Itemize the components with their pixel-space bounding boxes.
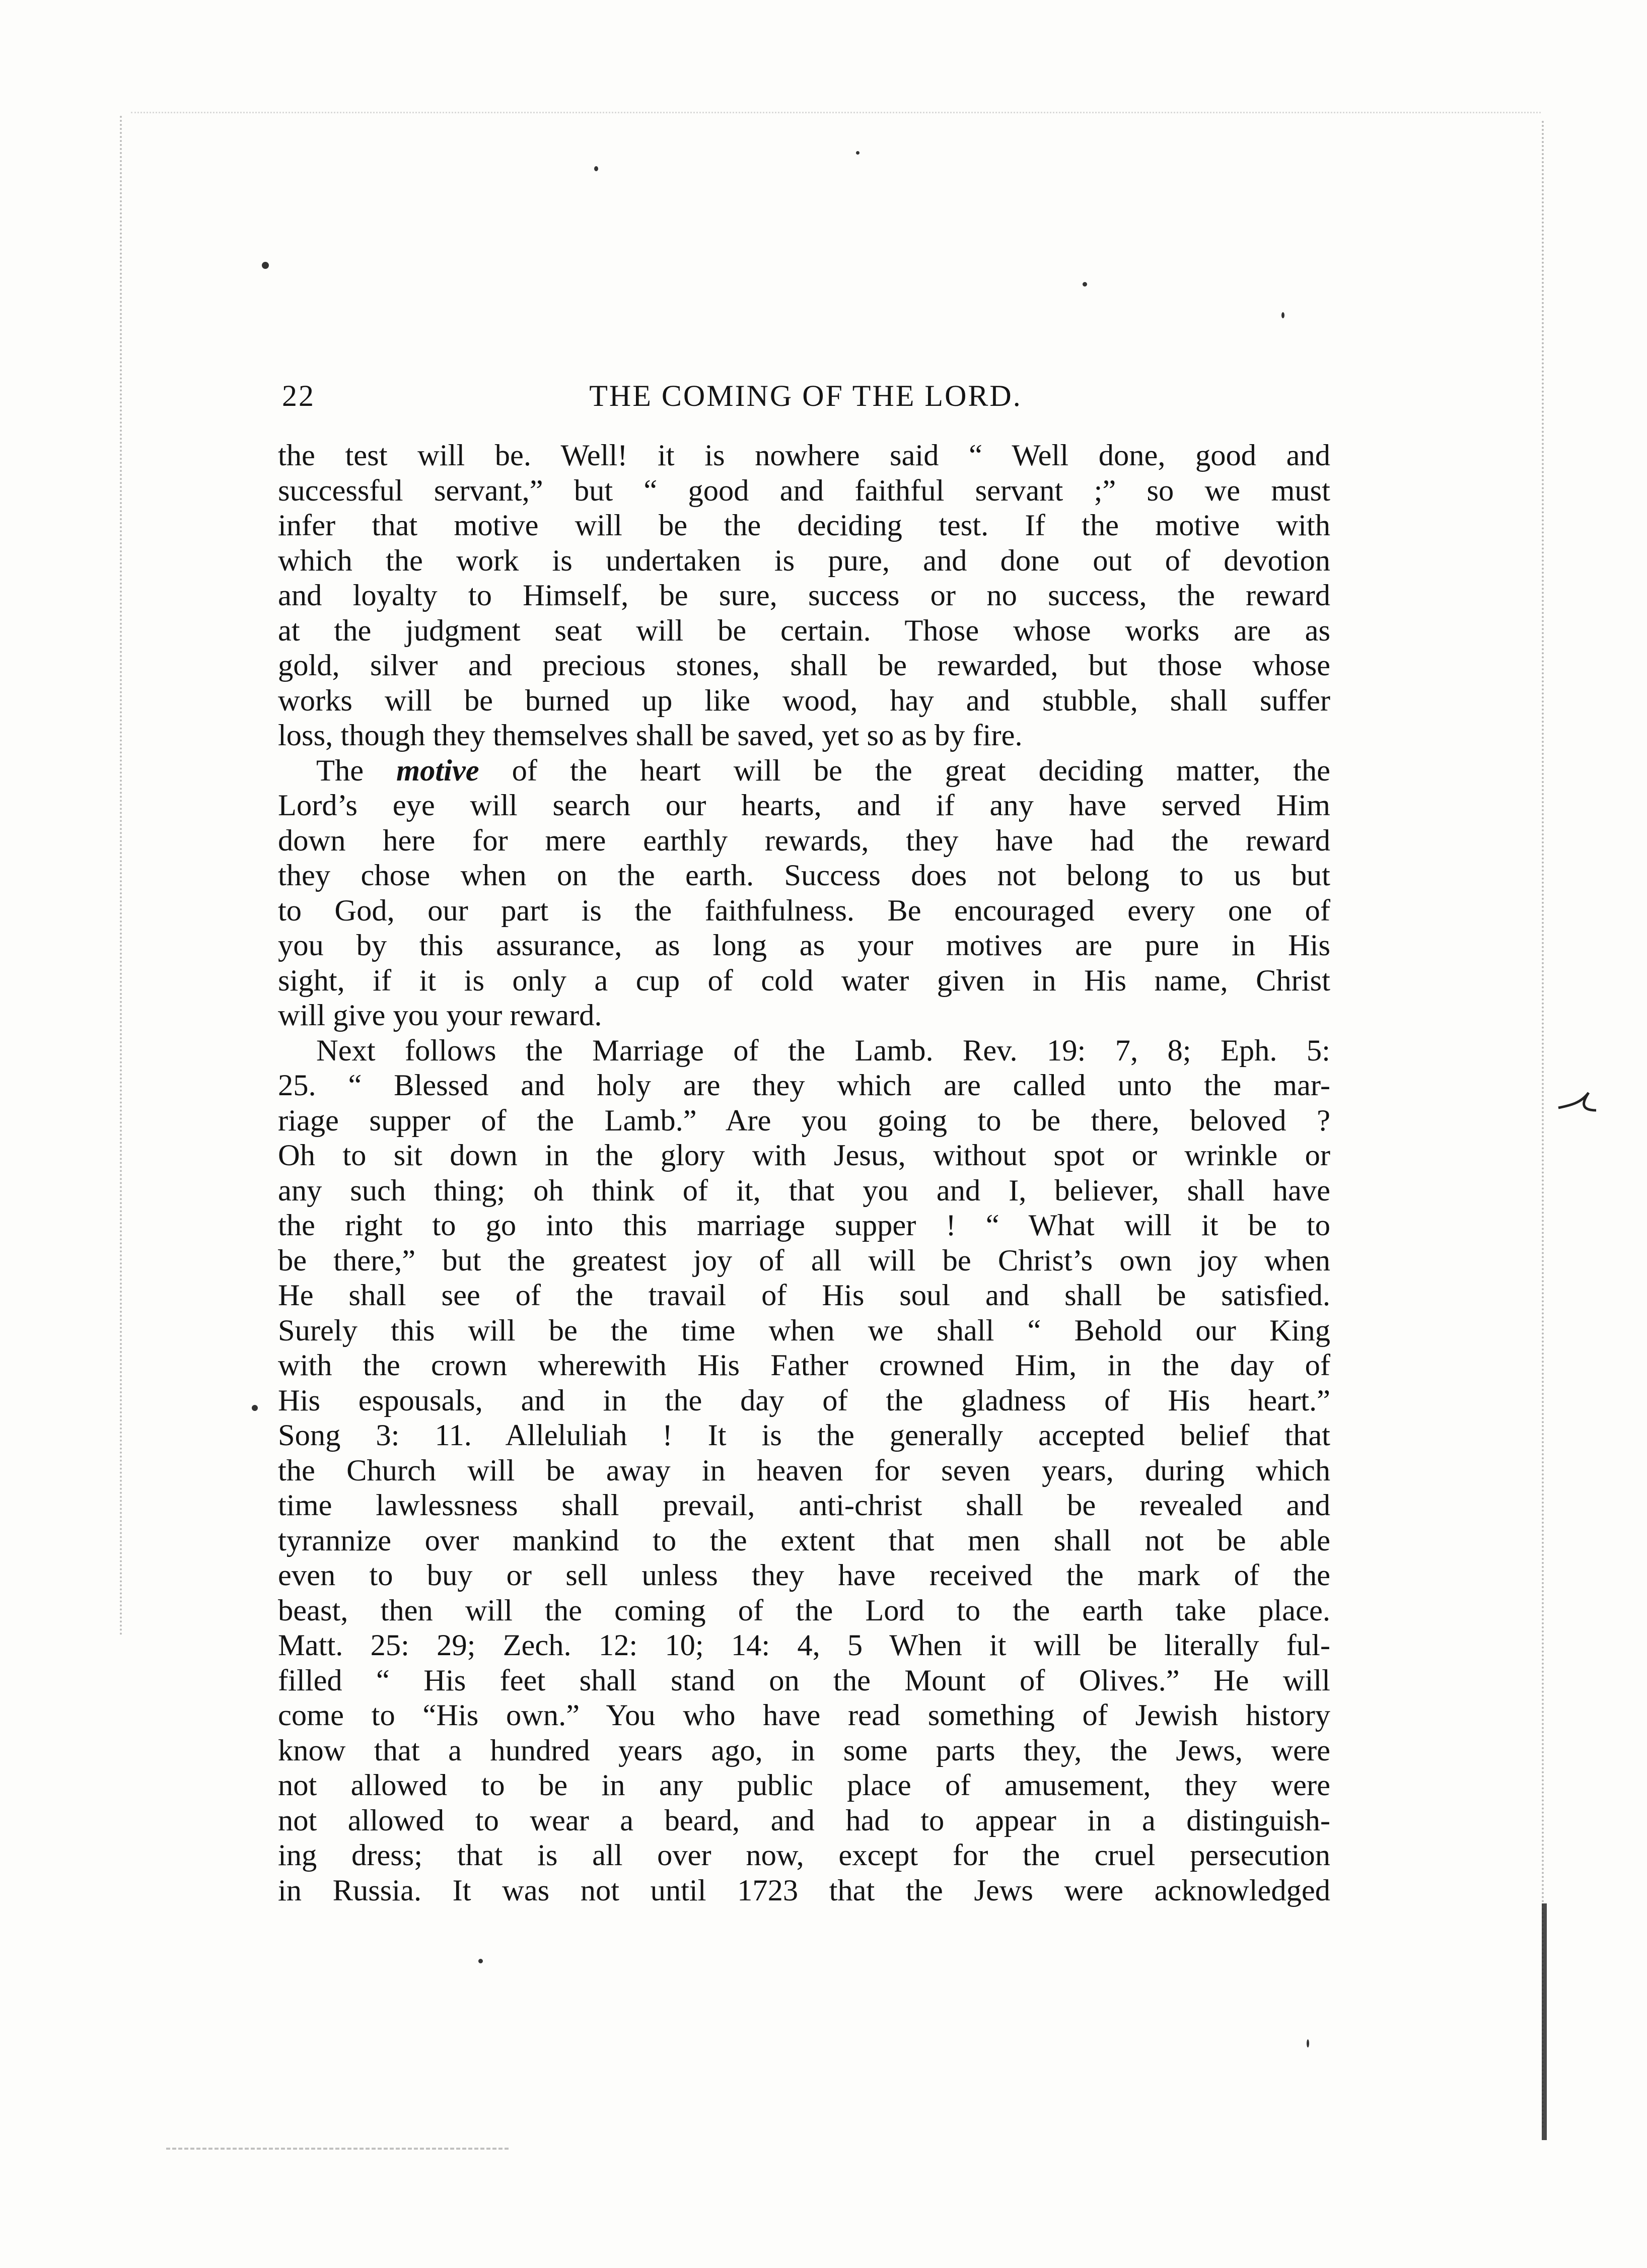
text-line: to God, our part is the faithfulness. Be encouraged every one of — [278, 893, 1330, 928]
text-line: Surely this will be the time when we shall “ Behold our King — [278, 1313, 1330, 1348]
text-line: beast, then will the coming of the Lord to the earth take place. — [278, 1593, 1330, 1627]
text-line: will give you your reward. — [278, 999, 602, 1032]
text-line: the right to go into this marriage supper ! “ What will it be to — [278, 1209, 1330, 1242]
text-line: His espousals, and in the day of the gladness of His heart.” — [278, 1383, 1330, 1418]
text-line: which the work is undertaken is pure, and done out of devotion — [278, 543, 1330, 578]
text-line: and loyalty to Himself, be sure, success or no success, the reward — [278, 579, 1330, 612]
text-line: not allowed to be in any public place of amusement, they were — [278, 1768, 1330, 1802]
text-line: come to “His own.” You who have read something of Jewish history — [278, 1698, 1330, 1732]
right-scan-edge — [1542, 121, 1549, 2130]
text-line: you by this assurance, as long as your motives are pure in His — [278, 929, 1330, 962]
text-line: works will be burned up like wood, hay and stubble, shall suffer — [278, 683, 1330, 718]
handwritten-mark — [1553, 1083, 1604, 1118]
scan-speck — [594, 166, 598, 171]
running-head: THE COMING OF THE LORD. — [589, 379, 1022, 412]
left-scan-edge — [120, 116, 131, 1637]
text-line: time lawlessness shall prevail, anti-christ shall be revealed and — [278, 1489, 1330, 1522]
scan-speck — [252, 1405, 258, 1411]
text-line: infer that motive will be the deciding test. If the motive with — [278, 509, 1330, 542]
text-line: riage supper of the Lamb.” Are you going to be there, beloved ? — [278, 1103, 1330, 1138]
scan-speck — [478, 1959, 483, 1963]
scan-speck — [1083, 282, 1087, 287]
text-line: not allowed to wear a beard, and had to appear in a distinguish- — [278, 1803, 1330, 1837]
scan-speck — [262, 262, 269, 269]
text-line: Lord’s eye will search our hearts, and if any have served Him — [278, 789, 1330, 822]
text-line: tyrannize over mankind to the extent that men shall not be able — [278, 1523, 1330, 1557]
text-line: the test will be. Well! it is nowhere said “ Well done, good and — [278, 439, 1330, 472]
text-line: even to buy or sell unless they have received the mark of the — [278, 1558, 1330, 1592]
text-line: they chose when on the earth. Success does not belong to us but — [278, 859, 1330, 892]
page-number: 22 — [282, 379, 315, 412]
text-line: with the crown wherewith His Father crowned Him, in the day of — [278, 1349, 1330, 1382]
emphasized-word: motive — [396, 753, 479, 788]
text-line: be there,” but the greatest joy of all will be Christ’s own joy when — [278, 1243, 1330, 1278]
text-line: successful servant,” but “ good and faithful servant ;” so we must — [278, 473, 1330, 508]
text-line: 25. “ Blessed and holy are they which are called unto the mar- — [278, 1069, 1330, 1102]
text-line: Next follows the Marriage of the Lamb. Rev. 19: 7, 8; Eph. 5: — [316, 1033, 1330, 1068]
text-line: The motive of the heart will be the great deciding matter, the — [316, 753, 1331, 788]
text-line: Oh to sit down in the glory with Jesus, without spot or wrinkle or — [278, 1139, 1330, 1172]
scan-speck — [1307, 2039, 1309, 2047]
text-line: gold, silver and precious stones, shall be rewarded, but those whose — [278, 649, 1330, 682]
top-scan-edge — [131, 112, 1541, 115]
text-line: know that a hundred years ago, in some parts they, the Jews, were — [278, 1733, 1330, 1767]
bottom-scan-edge — [166, 2148, 509, 2155]
text-line: Song 3: 11. Alleluliah ! It is the generally accepted belief that — [278, 1419, 1330, 1452]
scan-speck — [1281, 312, 1284, 318]
text-line: He shall see of the travail of His soul and shall be satisfied. — [278, 1279, 1330, 1312]
text-line: at the judgment seat will be certain. Those whose works are as — [278, 613, 1330, 648]
body-text — [278, 438, 1330, 1908]
text-line: filled “ His feet shall stand on the Mount of Olives.” He will — [278, 1663, 1330, 1697]
text-line: down here for mere earthly rewards, they have had the reward — [278, 823, 1330, 858]
scan-speck — [856, 151, 860, 155]
right-binding-shadow — [1542, 1903, 1547, 2140]
text-line: the Church will be away in heaven for seven years, during which — [278, 1453, 1330, 1487]
text-line: sight, if it is only a cup of cold water given in His name, Christ — [278, 963, 1330, 998]
page-header — [282, 379, 1329, 424]
text-line: any such thing; oh think of it, that you and I, believer, shall have — [278, 1173, 1330, 1208]
text-line: Matt. 25: 29; Zech. 12: 10; 14: 4, 5 When it will be literally ful- — [278, 1628, 1330, 1662]
text-line: ing dress; that is all over now, except for the cruel persecution — [278, 1838, 1330, 1872]
text-line: loss, though they themselves shall be saved, yet so as by fire. — [278, 719, 1023, 752]
text-line: in Russia. It was not until 1723 that the Jews were acknowledged — [278, 1873, 1330, 1907]
